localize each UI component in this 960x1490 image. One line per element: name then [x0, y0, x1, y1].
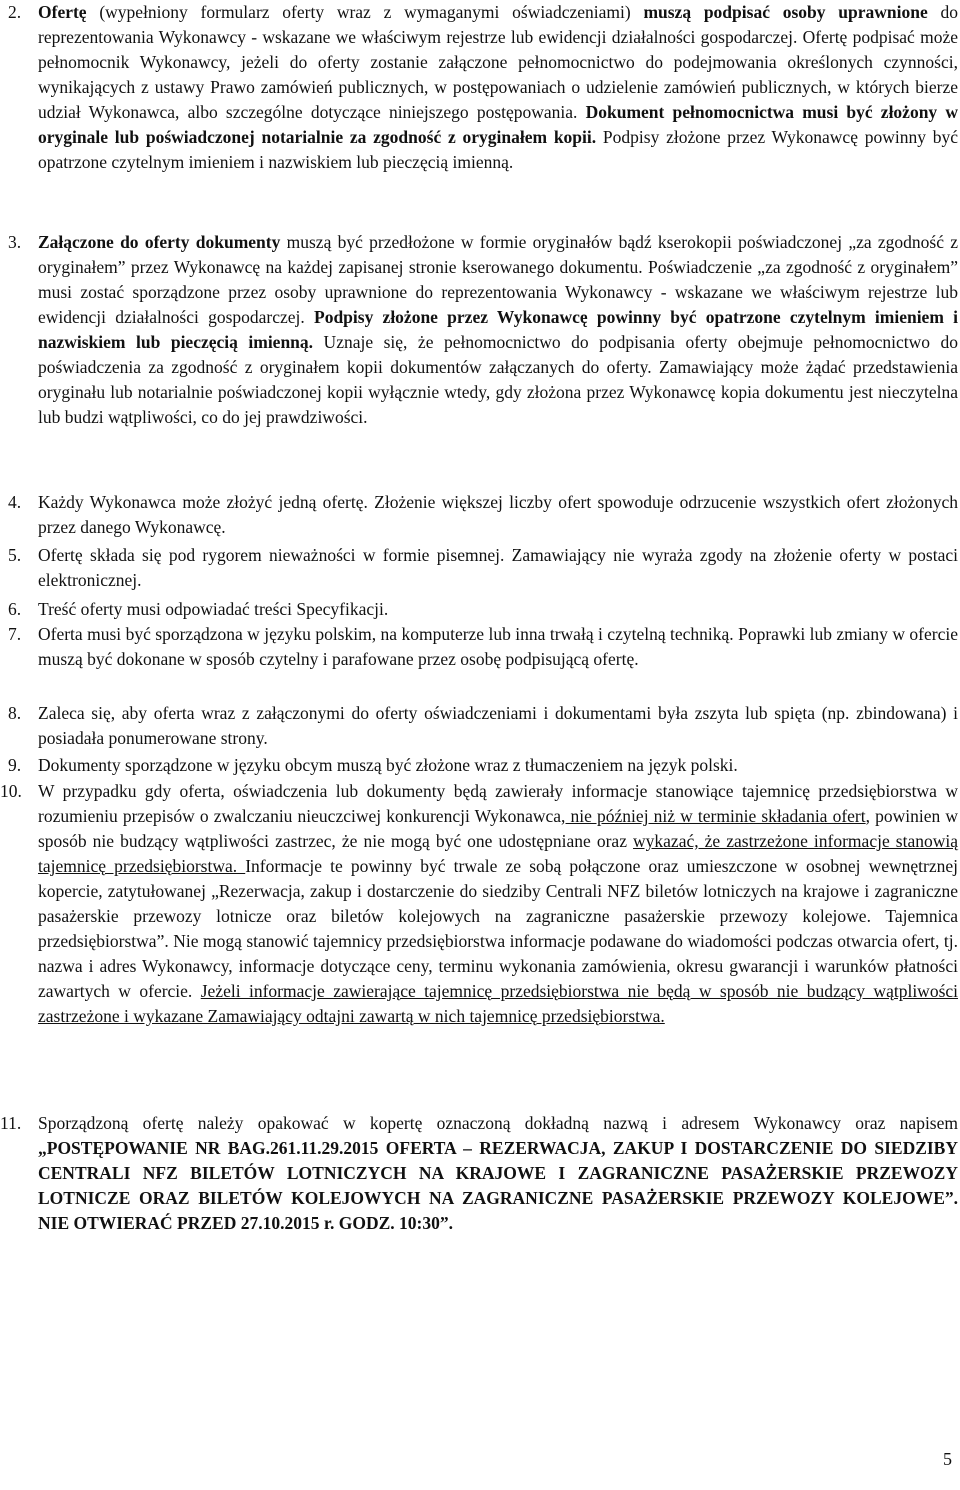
text-run: muszą być przedłożone w formie oryginałów bądź kserokopii poświadczonej „za zgodność z oryginałem” przez Wykonawcę na każdej zapisanej stronie kserowanego dokumentu. Poświadczenie „za zgodność z oryginałem” musi zostać sporządzone przez osoby uprawnione do reprezentowania Wykonawcy - wskazane we właściwym rejestrze lub ewidencji działalności gospodarczej.: [38, 232, 958, 327]
text-run: Dokumenty sporządzone w języku obcym muszą być złożone wraz z tłumaczeniem na język polski.: [38, 755, 738, 775]
text-run: Zaleca się, aby oferta wraz z załączonymi do oferty oświadczeniami i dokumentami była zszyta lub spięta (np. zbindowana) i posiadała ponumerowane strony.: [38, 703, 958, 748]
item-number: 2.: [8, 2, 22, 22]
item-text: [38, 230, 958, 430]
item-text: [38, 701, 958, 751]
item-number: 9.: [8, 755, 22, 775]
item-number: 3.: [8, 232, 22, 252]
item-text: [38, 753, 958, 778]
text-run: Informacje te powinny być trwale ze sobą połączone oraz umieszczone w osobnej wewnętrznej kopercie, zatytułowanej „Rezerwacja, zakup i dostarczenie do siedziby Centrali NFZ biletów lotniczych na krajowe i zagraniczne pasażerskie przewozy lotnicze oraz biletów kolejowych na zagraniczne pasażerskie przewozy kolejowe. Tajemnica przedsiębiorstwa”. Nie mogą stanowić tajemnicy przedsiębiorstwa informacje podawane do wiadomości podczas otwarcia ofert, tj. nazwa i adres Wykonawcy, informacje dotyczące ceny, terminu wykonania zamówienia, okresu gwarancji i warunków płatności zawartych w ofercie.: [38, 856, 958, 1001]
text-run: do reprezentowania Wykonawcy - wskazane we właściwym rejestrze lub ewidencji działalności gospodarczej. Ofertę podpisać może pełnomocnik Wykonawcy, jeżeli do oferty zostanie załączone pełnomocnictwo do podejmowania określonych czynności, wynikających z ustawy Prawo zamówień publicznych, w postępowaniach o udzielenie zamówień publicznych, w których bierze udział Wykonawca, albo szczególne dotyczące niniejszego postępowania.: [38, 2, 958, 122]
text-run: (wypełniony formularz oferty wraz z wymaganymi oświadczeniami): [86, 2, 644, 22]
page-number: 5: [943, 1449, 952, 1469]
text-run: Uznaje się, że pełnomocnictwo do podpisania oferty obejmuje pełnomocnictwo do poświadczenia za zgodność z oryginałem kopii dokumentów załączanych do oferty. Zamawiający może żądać przedstawienia oryginału lub notarialnie poświadczonej kopii wyłącznie wtedy, gdy złożona przez Wykonawcę kopia dokumentu jest nieczytelna lub budzi wątpliwości, co do jej prawdziwości.: [38, 332, 958, 427]
item-number: 6.: [8, 599, 22, 619]
underlined-text-run: , nie później niż w terminie składania ofert: [561, 806, 866, 826]
item-number: 5.: [8, 545, 22, 565]
item-text: [38, 0, 958, 175]
bold-text-run: Dokument pełnomocnictwa musi być złożony w oryginale lub poświadczonej notarialnie za zgodność z oryginałem kopii.: [38, 102, 958, 147]
text-run: W przypadku gdy oferta, oświadczenia lub dokumenty będą zawierały informacje stanowiące tajemnicę przedsiębiorstwa w rozumieniu przepisów o zwalczaniu nieuczciwej konkurencji Wykonawca: [38, 781, 958, 826]
item-number: 4.: [8, 492, 22, 512]
underlined-text-run: Jeżeli informacje zawierające tajemnicę przedsiębiorstwa nie będą w sposób nie budzący wątpliwości zastrzeżone i wykazane Zamawiający odtajni zawartą w nich tajemnicę przedsiębiorstwa.: [38, 981, 959, 1026]
item-number: 7.: [8, 624, 22, 644]
item-number: 11.: [0, 1113, 22, 1133]
text-run: , powinien w sposób nie budzący wątpliwości zastrzec, że nie mogą być one udostępniane oraz: [38, 806, 958, 851]
item-text: [38, 1111, 958, 1236]
text-run: Sporządzoną ofertę należy opakować w kopertę oznaczoną dokładną nazwą i adresem Wykonawcy oraz napisem: [38, 1113, 958, 1133]
item-text: [38, 490, 958, 540]
item-text: [38, 543, 958, 593]
text-run: Każdy Wykonawca może złożyć jedną ofertę. Złożenie większej liczby ofert spowoduje odrzucenie wszystkich ofert złożonych przez danego Wykonawcę.: [38, 492, 958, 537]
bold-text-run: „POSTĘPOWANIE NR BAG.261.11.29.2015 OFERTA – REZERWACJA, ZAKUP I DOSTARCZENIE DO SIEDZIBY CENTRALI NFZ BILETÓW LOTNICZYCH NA KRAJOWE I ZAGRANICZNE PASAŻERSKIE PRZEWOZY LOTNICZE ORAZ BILETÓW KOLEJOWYCH NA ZAGRANICZNE PASAŻERSKIE PRZEWOZY KOLEJOWE”. NIE OTWIERAĆ PRZED 27.10.2015 r. GODZ. 10:30”.: [38, 1138, 958, 1233]
item-text: [38, 597, 958, 622]
text-run: Oferta musi być sporządzona w języku polskim, na komputerze lub inna trwałą i czytelną techniką. Poprawki lub zmiany w ofercie muszą być dokonane w sposób czytelny i parafowane przez osobę podpisującą ofertę.: [38, 624, 958, 669]
item-text: [38, 779, 958, 1029]
text-run: Treść oferty musi odpowiadać treści Specyfikacji.: [38, 599, 389, 619]
item-text: [38, 622, 958, 672]
bold-text-run: muszą podpisać osoby uprawnione: [643, 2, 928, 22]
text-run: Ofertę składa się pod rygorem nieważności w formie pisemnej. Zamawiający nie wyraża zgody na złożenie oferty w postaci elektronicznej.: [38, 545, 958, 590]
underlined-text-run: wykazać, że zastrzeżone informacje stanowią tajemnicę przedsiębiorstwa.: [38, 831, 958, 876]
text-run: Podpisy złożone przez Wykonawcę powinny być opatrzone czytelnym imieniem i nazwiskiem lub pieczęcią imienną.: [38, 127, 958, 172]
bold-text-run: Załączone do oferty dokumenty: [38, 232, 281, 252]
bold-text-run: Podpisy złożone przez Wykonawcę powinny być opatrzone czytelnym imieniem i nazwiskiem lub pieczęcią imienną.: [38, 307, 958, 352]
item-number: 8.: [8, 703, 22, 723]
bold-text-run: Ofertę: [38, 2, 87, 22]
item-number: 10.: [0, 781, 22, 801]
